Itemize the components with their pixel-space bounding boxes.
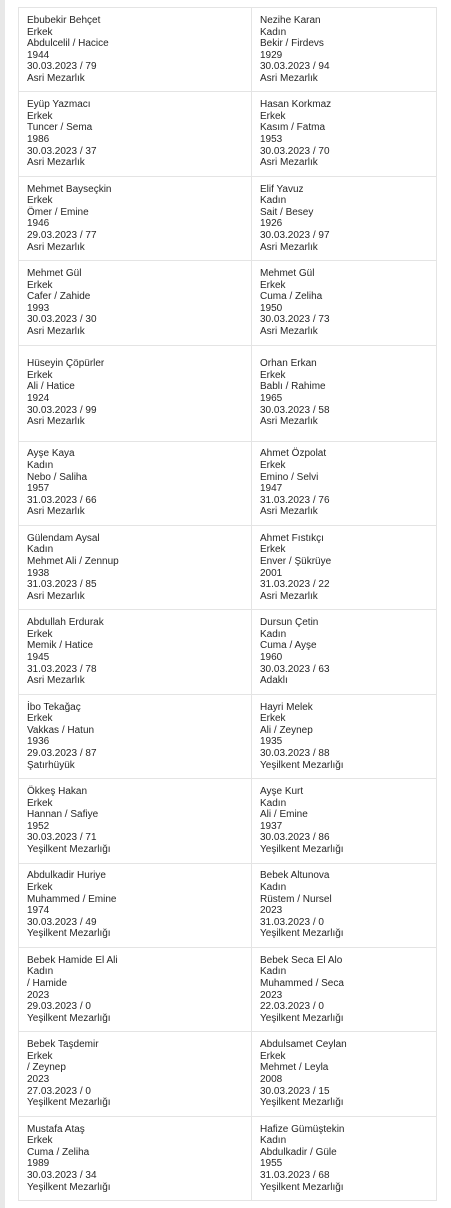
- record-cell: [252, 1116, 437, 1200]
- record-parents: Memik / Hatice: [27, 640, 94, 652]
- page-left-edge: [0, 0, 5, 1208]
- record-birth-year: 1965: [260, 393, 283, 405]
- record-cemetery: Asri Mezarlık: [260, 590, 318, 602]
- record-cell: [252, 1032, 437, 1116]
- record-date-number: 29.03.2023 / 77: [27, 230, 97, 242]
- record-cell: [19, 441, 252, 525]
- record-parents: Hannan / Safiye: [27, 809, 99, 821]
- record-gender: Erkek: [27, 279, 53, 291]
- record-parents: Kasım / Fatma: [260, 122, 326, 134]
- record-parents: Ali / Zeynep: [260, 724, 313, 736]
- record-cell: [252, 863, 437, 947]
- record-gender: Kadın: [260, 797, 287, 809]
- record-date-number: 30.03.2023 / 30: [27, 314, 97, 326]
- record-birth-year: 2008: [260, 1073, 283, 1085]
- record-name: Abdullah Erdurak: [27, 617, 104, 629]
- record-name: Mustafa Ataş: [27, 1123, 85, 1135]
- record-cell: [252, 947, 437, 1031]
- records-table: [18, 7, 437, 1201]
- table-row: [19, 694, 437, 778]
- record-cemetery: Asri Mezarlık: [27, 675, 85, 687]
- record-birth-year: 1955: [260, 1158, 283, 1170]
- record-gender: Erkek: [260, 713, 286, 725]
- record-birth-year: 1929: [260, 49, 283, 61]
- record-parents: Cuma / Ayşe: [260, 640, 317, 652]
- record-birth-year: 1944: [27, 49, 50, 61]
- record-name: Bebek Hamide El Ali: [27, 954, 118, 966]
- record-parents: Vakkas / Hatun: [27, 724, 95, 736]
- record-date-number: 30.03.2023 / 49: [27, 916, 97, 928]
- record-date-number: 31.03.2023 / 0: [260, 916, 324, 928]
- record-cemetery: Asri Mezarlık: [27, 326, 85, 338]
- record-cell: [19, 694, 252, 778]
- record-gender: Erkek: [260, 544, 286, 556]
- record-name: Ahmet Özpolat: [260, 448, 327, 460]
- record-birth-year: 1937: [260, 820, 283, 832]
- record-cell: [252, 694, 437, 778]
- record-parents: Bekir / Firdevs: [260, 38, 324, 50]
- record-cemetery: Asri Mezarlık: [260, 157, 318, 169]
- table-row: [19, 441, 437, 525]
- record-cemetery: Asri Mezarlık: [27, 72, 85, 84]
- table-row: [19, 8, 437, 92]
- record-gender: Erkek: [260, 460, 286, 472]
- table-row: [19, 947, 437, 1031]
- record-name: Bebek Altunova: [260, 870, 330, 882]
- record-parents: Mehmet Ali / Zennup: [27, 556, 119, 568]
- record-cell: [252, 92, 437, 176]
- record-date-number: 30.03.2023 / 63: [260, 663, 330, 675]
- record-date-number: 30.03.2023 / 94: [260, 61, 330, 73]
- record-name: Abdulsamet Ceylan: [260, 1039, 347, 1051]
- record-birth-year: 1950: [260, 302, 283, 314]
- record-name: Nezihe Karan: [260, 14, 321, 26]
- record-birth-year: 2023: [27, 989, 50, 1001]
- record-cemetery: Yeşilkent Mezarlığı: [260, 928, 344, 940]
- record-birth-year: 1938: [27, 567, 50, 579]
- record-cemetery: Asri Mezarlık: [260, 326, 318, 338]
- record-gender: Erkek: [260, 369, 286, 381]
- record-gender: Erkek: [27, 26, 53, 38]
- record-parents: Abdulcelil / Hacice: [27, 38, 109, 50]
- record-date-number: 30.03.2023 / 70: [260, 145, 330, 157]
- record-gender: Erkek: [27, 369, 53, 381]
- record-birth-year: 1946: [27, 218, 50, 230]
- record-date-number: 30.03.2023 / 71: [27, 832, 97, 844]
- record-cemetery: Yeşilkent Mezarlığı: [260, 1181, 344, 1193]
- record-cell: [252, 176, 437, 260]
- records-table-body: [19, 8, 437, 1201]
- record-cell: [252, 525, 437, 609]
- record-name: Bebek Taşdemir: [27, 1039, 99, 1051]
- table-row: [19, 345, 437, 441]
- record-name: Ebubekir Behçet: [27, 14, 101, 26]
- record-parents: / Hamide: [27, 978, 68, 989]
- record-cemetery: Yeşilkent Mezarlığı: [27, 1012, 111, 1024]
- record-date-number: 30.03.2023 / 99: [27, 404, 97, 416]
- record-date-number: 29.03.2023 / 0: [27, 1001, 91, 1013]
- record-name: Orhan Erkan: [260, 358, 317, 370]
- table-row: [19, 779, 437, 863]
- record-date-number: 30.03.2023 / 88: [260, 748, 330, 760]
- record-gender: Erkek: [260, 279, 286, 291]
- record-name: Ayşe Kaya: [27, 448, 75, 460]
- record-date-number: 30.03.2023 / 73: [260, 314, 330, 326]
- record-name: Elif Yavuz: [260, 183, 304, 195]
- record-gender: Erkek: [27, 628, 53, 640]
- record-name: Bebek Seca El Alo: [260, 954, 343, 966]
- record-cell: [252, 8, 437, 92]
- record-birth-year: 2001: [260, 567, 283, 579]
- record-gender: Erkek: [27, 1135, 53, 1147]
- record-cemetery: Yeşilkent Mezarlığı: [27, 844, 111, 855]
- record-parents: Emino / Selvi: [260, 471, 319, 483]
- record-name: Abdulkadir Huriye: [27, 870, 106, 882]
- record-cemetery: Asri Mezarlık: [260, 241, 318, 253]
- record-gender: Kadın: [260, 1135, 287, 1147]
- record-gender: Kadın: [27, 966, 54, 978]
- record-cell: [19, 947, 252, 1031]
- record-parents: Ömer / Emine: [27, 206, 89, 218]
- record-gender: Erkek: [27, 110, 53, 122]
- record-name: Hüseyin Çöpürler: [27, 358, 105, 370]
- record-cemetery: Asri Mezarlık: [27, 157, 85, 169]
- record-parents: Muhammed / Emine: [27, 893, 117, 905]
- record-cell: [252, 441, 437, 525]
- record-birth-year: 1935: [260, 736, 283, 748]
- table-row: [19, 610, 437, 694]
- record-parents: Ali / Emine: [260, 809, 308, 821]
- record-cell: [19, 176, 252, 260]
- record-date-number: 30.03.2023 / 79: [27, 61, 97, 73]
- record-gender: Erkek: [27, 797, 53, 809]
- table-row: [19, 261, 437, 345]
- record-birth-year: 1986: [27, 134, 50, 146]
- table-row: [19, 92, 437, 176]
- record-name: İbo Tekağaç: [27, 701, 81, 713]
- record-gender: Kadın: [27, 460, 54, 472]
- record-cell: [19, 8, 252, 92]
- record-name: Eyüp Yazmacı: [27, 99, 91, 111]
- record-name: Mehmet Gül: [260, 268, 315, 280]
- record-date-number: 27.03.2023 / 0: [27, 1085, 91, 1097]
- record-date-number: 30.03.2023 / 15: [260, 1085, 330, 1097]
- record-date-number: 31.03.2023 / 78: [27, 663, 97, 675]
- record-cemetery: Yeşilkent Mezarlığı: [27, 928, 111, 940]
- record-gender: Erkek: [260, 1050, 286, 1062]
- record-parents: Enver / Şükrüye: [260, 556, 332, 568]
- record-date-number: 31.03.2023 / 66: [27, 494, 97, 506]
- record-cemetery: Asri Mezarlık: [260, 416, 318, 428]
- record-cemetery: Asri Mezarlık: [27, 590, 85, 602]
- record-cemetery: Yeşilkent Mezarlığı: [260, 844, 344, 855]
- record-cemetery: Yeşilkent Mezarlığı: [260, 1012, 344, 1024]
- record-cemetery: Şatırhüyük: [27, 759, 75, 771]
- record-birth-year: 2023: [260, 989, 283, 1001]
- table-row: [19, 1116, 437, 1200]
- record-name: Mehmet Gül: [27, 268, 82, 280]
- record-birth-year: 2023: [260, 905, 283, 917]
- record-gender: Erkek: [27, 882, 53, 894]
- record-date-number: 31.03.2023 / 22: [260, 579, 330, 591]
- record-cell: [19, 1032, 252, 1116]
- record-gender: Kadın: [260, 628, 287, 640]
- record-date-number: 30.03.2023 / 37: [27, 145, 97, 157]
- record-birth-year: 1953: [260, 134, 283, 146]
- record-name: Hasan Korkmaz: [260, 99, 332, 111]
- record-cell: [19, 261, 252, 345]
- record-name: Ahmet Fıstıkçı: [260, 532, 324, 544]
- record-cemetery: Asri Mezarlık: [27, 416, 85, 428]
- record-gender: Kadın: [260, 26, 287, 38]
- record-date-number: 30.03.2023 / 58: [260, 404, 330, 416]
- record-parents: Cuma / Zeliha: [260, 291, 323, 303]
- table-row: [19, 863, 437, 947]
- table-row: [19, 176, 437, 260]
- record-date-number: 22.03.2023 / 0: [260, 1001, 324, 1013]
- table-row: [19, 525, 437, 609]
- record-date-number: 29.03.2023 / 87: [27, 748, 97, 760]
- record-gender: Erkek: [260, 110, 286, 122]
- record-gender: Kadın: [260, 195, 287, 207]
- record-gender: Erkek: [27, 1050, 53, 1062]
- record-name: Gülendam Aysal: [27, 532, 100, 544]
- record-parents: Sait / Besey: [260, 206, 314, 218]
- record-cell: [19, 525, 252, 609]
- record-cemetery: Asri Mezarlık: [27, 506, 85, 518]
- record-name: Ökkeş Hakan: [27, 786, 88, 798]
- record-birth-year: 1936: [27, 736, 50, 748]
- record-parents: Rüstem / Nursel: [260, 893, 332, 905]
- record-cell: [19, 610, 252, 694]
- record-cell: [19, 1116, 252, 1200]
- record-birth-year: 1974: [27, 905, 50, 917]
- record-cemetery: Yeşilkent Mezarlığı: [260, 759, 344, 771]
- record-name: Ayşe Kurt: [260, 786, 304, 798]
- record-name: Hayri Melek: [260, 701, 313, 713]
- record-date-number: 31.03.2023 / 76: [260, 494, 330, 506]
- record-cemetery: Asri Mezarlık: [260, 506, 318, 518]
- record-birth-year: 1926: [260, 218, 283, 230]
- record-cell: [19, 779, 252, 863]
- record-parents: Tuncer / Sema: [27, 122, 93, 134]
- record-cell: [252, 345, 437, 441]
- record-gender: Erkek: [27, 195, 53, 207]
- record-cemetery: Adaklı: [260, 675, 288, 687]
- record-date-number: 31.03.2023 / 85: [27, 579, 97, 591]
- record-birth-year: 1960: [260, 652, 283, 664]
- record-name: Mehmet Bayseçkin: [27, 183, 112, 195]
- record-cell: [252, 610, 437, 694]
- record-date-number: 31.03.2023 / 68: [260, 1169, 330, 1181]
- record-gender: Erkek: [27, 713, 53, 725]
- record-parents: Mehmet / Leyla: [260, 1062, 329, 1074]
- record-parents: Muhammed / Seca: [260, 978, 344, 989]
- record-birth-year: 1989: [27, 1158, 50, 1170]
- record-parents: Bablı / Rahime: [260, 381, 326, 393]
- record-cell: [19, 92, 252, 176]
- record-birth-year: 1924: [27, 393, 50, 405]
- record-parents: / Zeynep: [27, 1062, 66, 1074]
- record-birth-year: 1952: [27, 820, 50, 832]
- record-gender: Kadın: [260, 966, 287, 978]
- record-birth-year: 1993: [27, 302, 50, 314]
- record-cemetery: Asri Mezarlık: [27, 241, 85, 253]
- record-cell: [252, 779, 437, 863]
- record-date-number: 30.03.2023 / 34: [27, 1169, 97, 1181]
- record-gender: Kadın: [260, 882, 287, 894]
- record-cell: [19, 345, 252, 441]
- record-cemetery: Yeşilkent Mezarlığı: [27, 1097, 111, 1109]
- record-cell: [252, 261, 437, 345]
- record-gender: Kadın: [27, 544, 54, 556]
- record-cemetery: Yeşilkent Mezarlığı: [27, 1181, 111, 1193]
- record-parents: Abdulkadir / Güle: [260, 1146, 337, 1158]
- record-parents: Cafer / Zahide: [27, 291, 91, 303]
- record-birth-year: 1957: [27, 483, 50, 495]
- table-row: [19, 1032, 437, 1116]
- record-birth-year: 1947: [260, 483, 283, 495]
- record-parents: Cuma / Zeliha: [27, 1146, 90, 1158]
- record-parents: Ali / Hatice: [27, 381, 75, 393]
- record-date-number: 30.03.2023 / 97: [260, 230, 330, 242]
- record-birth-year: 1945: [27, 652, 50, 664]
- record-date-number: 30.03.2023 / 86: [260, 832, 330, 844]
- record-cell: [19, 863, 252, 947]
- record-parents: Nebo / Saliha: [27, 471, 88, 483]
- record-birth-year: 2023: [27, 1073, 50, 1085]
- record-cemetery: Asri Mezarlık: [260, 72, 318, 84]
- record-name: Hafize Gümüştekin: [260, 1123, 345, 1135]
- record-cemetery: Yeşilkent Mezarlığı: [260, 1097, 344, 1109]
- record-name: Dursun Çetin: [260, 617, 319, 629]
